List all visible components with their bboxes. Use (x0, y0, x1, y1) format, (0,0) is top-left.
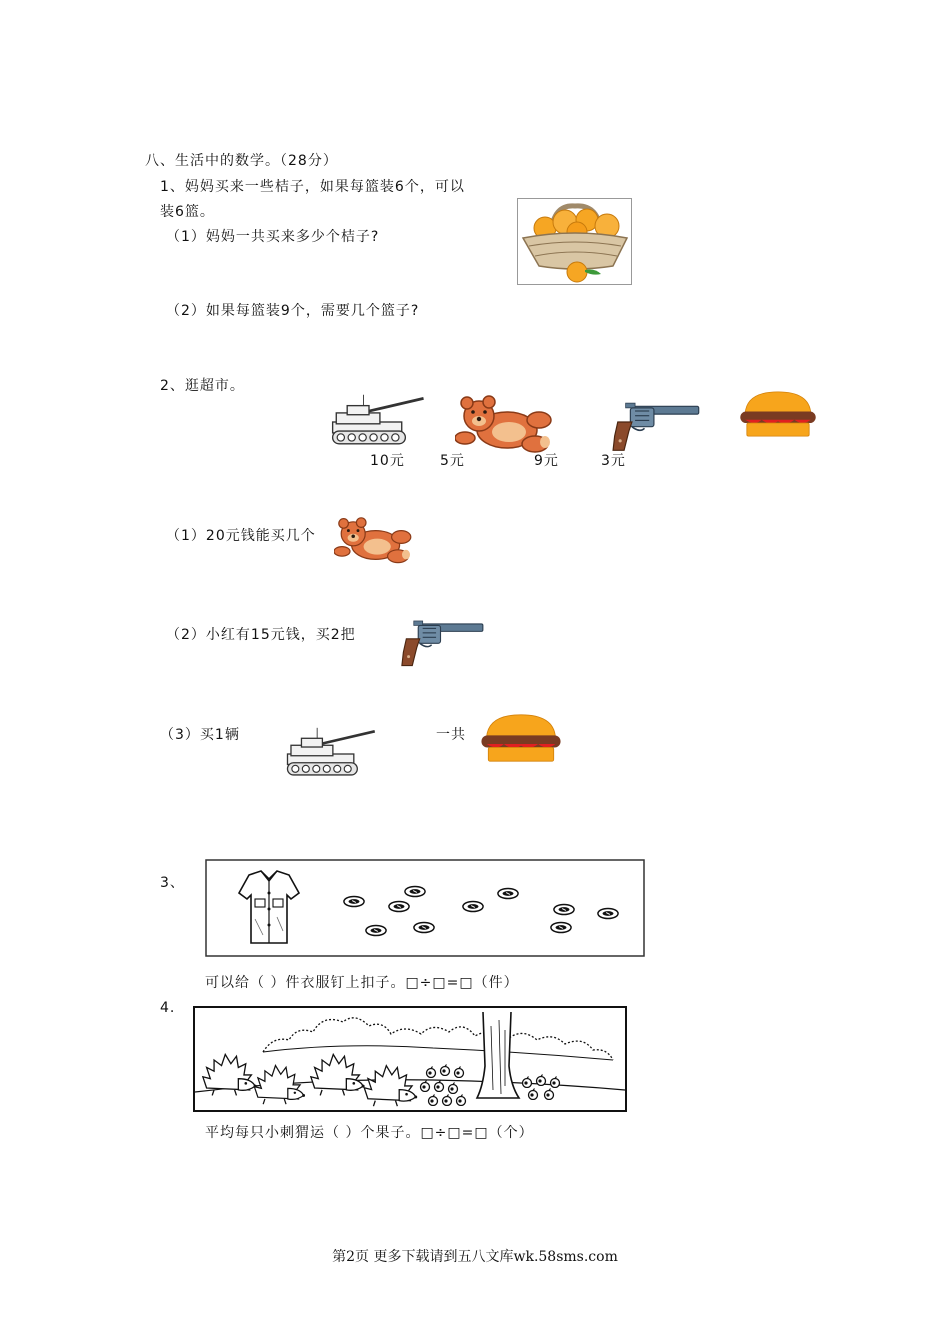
hamburger-image (478, 710, 564, 766)
tank-toy-image (329, 394, 429, 450)
q2-sub1: （1）20元钱能买几个 (166, 528, 316, 544)
q3-number: 3、 (160, 875, 185, 891)
button-icon (405, 886, 425, 896)
section-heading: 八、生活中的数学。（28分） (145, 153, 338, 169)
page-footer: 第2页 更多下载请到五八文库wk.58sms.com (332, 1249, 618, 1265)
tank-toy-image (284, 726, 380, 782)
toy-gun-image (392, 618, 492, 670)
q2-sub2: （2）小红有15元钱，买2把 (166, 627, 356, 643)
q2-sub3-prefix: （3）买1辆 (160, 727, 240, 743)
hamburger-image (737, 388, 819, 440)
toy-gun-image (598, 400, 713, 455)
shirts-and-buttons-box (205, 859, 645, 957)
button-icon (498, 888, 518, 898)
q1-intro-line2: 装6篮。 (160, 204, 215, 220)
q4-caption: 平均每只小刺猬运（ ）个果子。□÷□=□（个） (205, 1125, 534, 1141)
orange-basket-image (517, 198, 632, 285)
price-bear: 5元 (440, 453, 465, 469)
price-gun: 9元 (534, 453, 559, 469)
q2-sub3-mid: 一共 (436, 727, 466, 743)
teddy-bear-image (455, 394, 555, 456)
q1-sub2: （2）如果每篮装9个，需要几个篮子? (166, 303, 420, 319)
teddy-bear-image (334, 515, 414, 567)
button-icon (463, 901, 483, 911)
q1-intro-line1: 1、妈妈买来一些桔子，如果每篮装6个，可以 (160, 179, 465, 195)
button-icon (414, 922, 434, 932)
button-icon (389, 901, 409, 911)
price-burger: 3元 (601, 453, 626, 469)
button-icon (366, 925, 386, 935)
q4-number: 4. (160, 1000, 176, 1016)
button-icon (554, 904, 574, 914)
hedgehogs-scene (193, 1006, 627, 1112)
q1-sub1: （1）妈妈一共买来多少个桔子? (166, 229, 380, 245)
button-icon (344, 896, 364, 906)
button-icon (598, 908, 618, 918)
q2-title: 2、逛超市。 (160, 378, 245, 394)
q3-caption: 可以给（ ）件衣服钉上扣子。□÷□=□（件） (205, 975, 519, 991)
button-icon (551, 922, 571, 932)
price-tank: 10元 (370, 453, 405, 469)
